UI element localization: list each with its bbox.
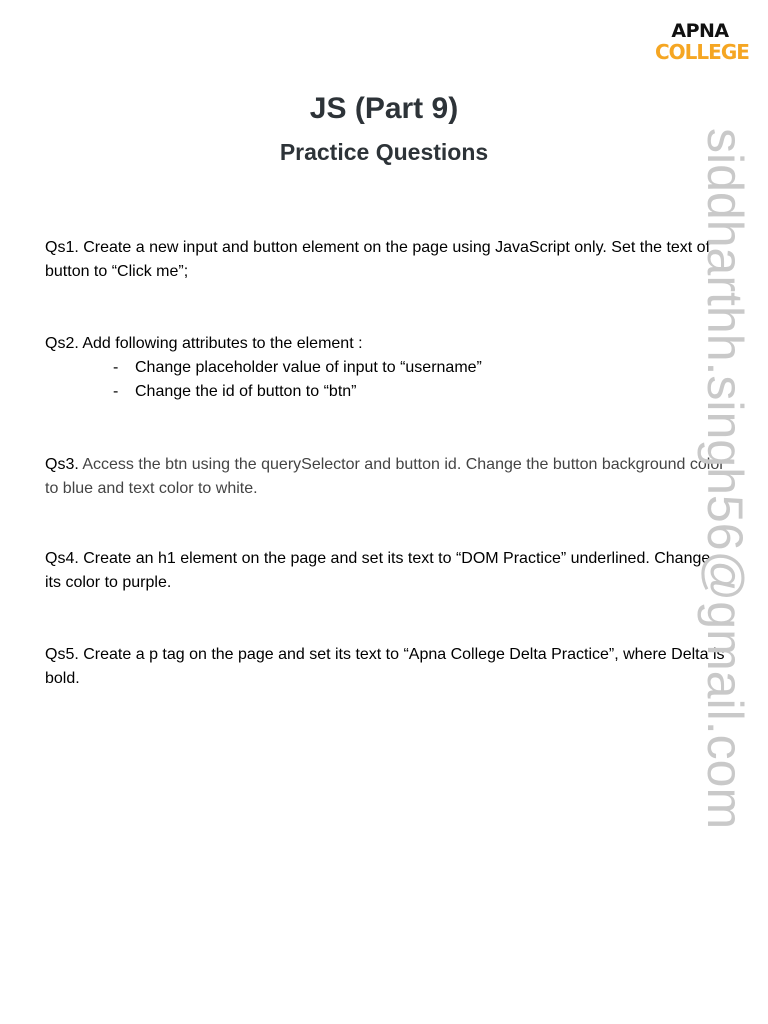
logo-text-top: APNA: [671, 20, 729, 42]
question-label: Qs3.: [45, 456, 79, 473]
email-watermark: siddharthh.singh56@gmail.com: [697, 128, 753, 830]
list-item: [45, 380, 730, 404]
question-label: Qs5.: [45, 646, 79, 663]
list-item-text: Change the id of button to “btn”: [135, 383, 357, 400]
question-label: Qs2.: [45, 335, 79, 352]
question-text: Create a p tag on the page and set its text to “Apna College Delta Practice”, where Delta is bold.: [45, 646, 725, 687]
question-2: [45, 332, 730, 404]
page-title: JS (Part 9): [309, 92, 459, 125]
list-item-text: Change placeholder value of input to “username”: [135, 359, 482, 376]
page-subtitle: Practice Questions: [279, 139, 489, 165]
question-4: [45, 547, 730, 595]
question-1: [45, 236, 730, 284]
question-3: [45, 453, 730, 501]
question-text: Create a new input and button element on the page using JavaScript only. Set the text of button to “Click me”;: [45, 239, 711, 280]
question-label: Qs4.: [45, 550, 79, 567]
question-text: Add following attributes to the element :: [82, 335, 363, 352]
question-5: [45, 643, 730, 691]
list-dash: -: [113, 359, 119, 376]
apna-college-logo: [655, 20, 749, 64]
question-text: Create an h1 element on the page and set its text to “DOM Practice” underlined. Change its color to purple.: [45, 550, 711, 591]
question-label: Qs1.: [45, 239, 79, 256]
list-item: [45, 356, 730, 380]
attribute-list: [45, 356, 730, 404]
logo-text-bottom: COLLEGE: [655, 40, 749, 64]
question-text: Access the btn using the querySelector and button id. Change the button background color to blue and text color to white.: [45, 456, 725, 497]
list-dash: -: [113, 383, 119, 400]
